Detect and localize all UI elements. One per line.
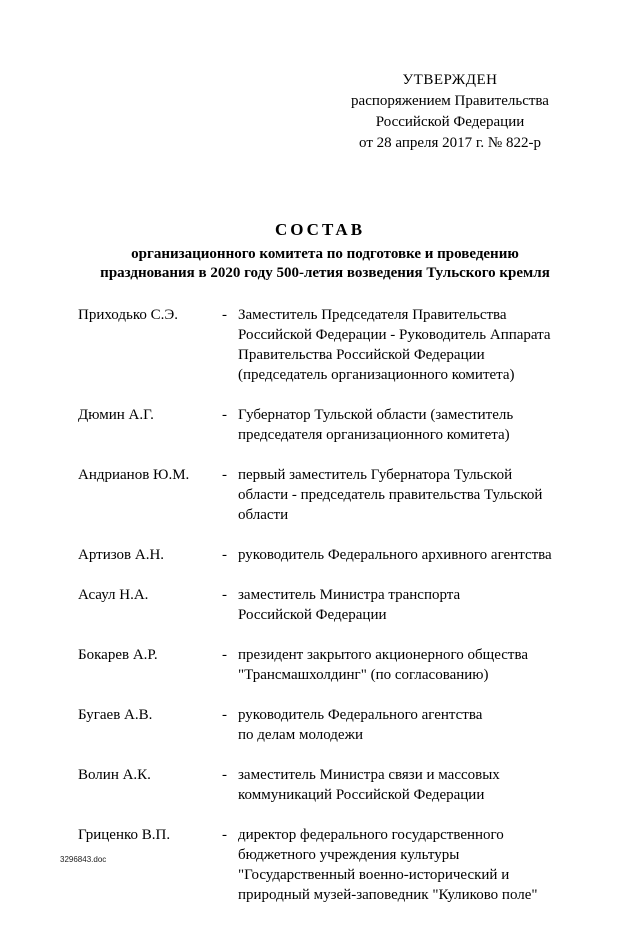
member-role-line: Заместитель Председателя Правительства — [238, 307, 507, 323]
member-role-line: "Трансмашхолдинг" (по согласованию) — [238, 667, 489, 683]
member-dash: - — [222, 547, 227, 563]
approval-heading: УТВЕРЖДЕН — [402, 72, 498, 88]
member-role-line: "Государственный военно-исторический и — [238, 867, 510, 883]
member-role — [238, 465, 568, 525]
member-role — [238, 705, 568, 745]
member-role — [238, 405, 568, 445]
approval-line-1: распоряжением Правительства — [351, 93, 549, 109]
member-dash: - — [222, 767, 227, 783]
member-role-line: Российской Федерации - Руководитель Аппарата — [238, 327, 551, 343]
member-role-line: Правительства Российской Федерации — [238, 347, 485, 363]
approval-block — [340, 70, 560, 154]
subtitle-line-1: организационного комитета по подготовке и проведению — [131, 246, 519, 262]
member-role-line: коммуникаций Российской Федерации — [238, 787, 485, 803]
member-role-line: руководитель Федерального архивного агентства — [238, 547, 552, 563]
member-row — [78, 545, 578, 565]
approval-line-2: Российской Федерации — [375, 114, 525, 130]
member-row — [78, 585, 578, 625]
member-role-line: области - председатель правительства Тульской — [238, 487, 543, 503]
member-name: Асаул Н.А. — [78, 587, 149, 603]
member-role — [238, 585, 568, 625]
member-role-line: (председатель организационного комитета) — [238, 367, 515, 383]
member-row — [78, 405, 578, 445]
member-role-line: Российской Федерации — [238, 607, 387, 623]
member-role-line: президент закрытого акционерного общества — [238, 647, 528, 663]
member-role-line: заместитель Министра транспорта — [238, 587, 461, 603]
member-role-line: директор федерального государственного — [238, 827, 504, 843]
member-role-line: заместитель Министра связи и массовых — [238, 767, 500, 783]
member-name: Дюмин А.Г. — [78, 407, 154, 423]
member-role — [238, 825, 568, 905]
member-row — [78, 645, 578, 685]
member-dash: - — [222, 587, 227, 603]
file-name: 3296843.doc — [60, 855, 107, 864]
member-dash: - — [222, 407, 227, 423]
member-row — [78, 465, 578, 525]
member-role-line: первый заместитель Губернатора Тульской — [238, 467, 513, 483]
member-dash: - — [222, 827, 227, 843]
member-name: Гриценко В.П. — [78, 827, 171, 843]
member-role — [238, 645, 568, 685]
document-subtitle — [60, 245, 590, 283]
document-title: СОСТАВ — [274, 220, 366, 239]
member-role-line: бюджетного учреждения культуры — [238, 847, 460, 863]
member-dash: - — [222, 647, 227, 663]
member-row — [78, 825, 578, 905]
member-name: Бугаев А.В. — [78, 707, 153, 723]
member-name: Андрианов Ю.М. — [78, 467, 190, 483]
approval-line-3: от 28 апреля 2017 г. № 822-р — [359, 135, 541, 151]
member-dash: - — [222, 307, 227, 323]
member-row — [78, 705, 578, 745]
member-role — [238, 765, 568, 805]
member-dash: - — [222, 467, 227, 483]
members-list — [78, 305, 578, 925]
member-role-line: Губернатор Тульской области (заместитель — [238, 407, 514, 423]
member-role — [238, 305, 568, 385]
member-role-line: природный музей-заповедник "Куликово поле" — [238, 887, 538, 903]
member-name: Бокарев А.Р. — [78, 647, 158, 663]
member-name: Приходько С.Э. — [78, 307, 179, 323]
member-role-line: руководитель Федерального агентства — [238, 707, 483, 723]
member-row — [78, 765, 578, 805]
member-role-line: председателя организационного комитета) — [238, 427, 510, 443]
member-name: Артизов А.Н. — [78, 547, 165, 563]
subtitle-line-2: празднования в 2020 году 500-летия возведения Тульского кремля — [100, 265, 550, 281]
member-dash: - — [222, 707, 227, 723]
member-name: Волин А.К. — [78, 767, 151, 783]
member-row — [78, 305, 578, 385]
member-role-line: области — [238, 507, 289, 523]
member-role-line: по делам молодежи — [238, 727, 363, 743]
member-role — [238, 545, 568, 565]
